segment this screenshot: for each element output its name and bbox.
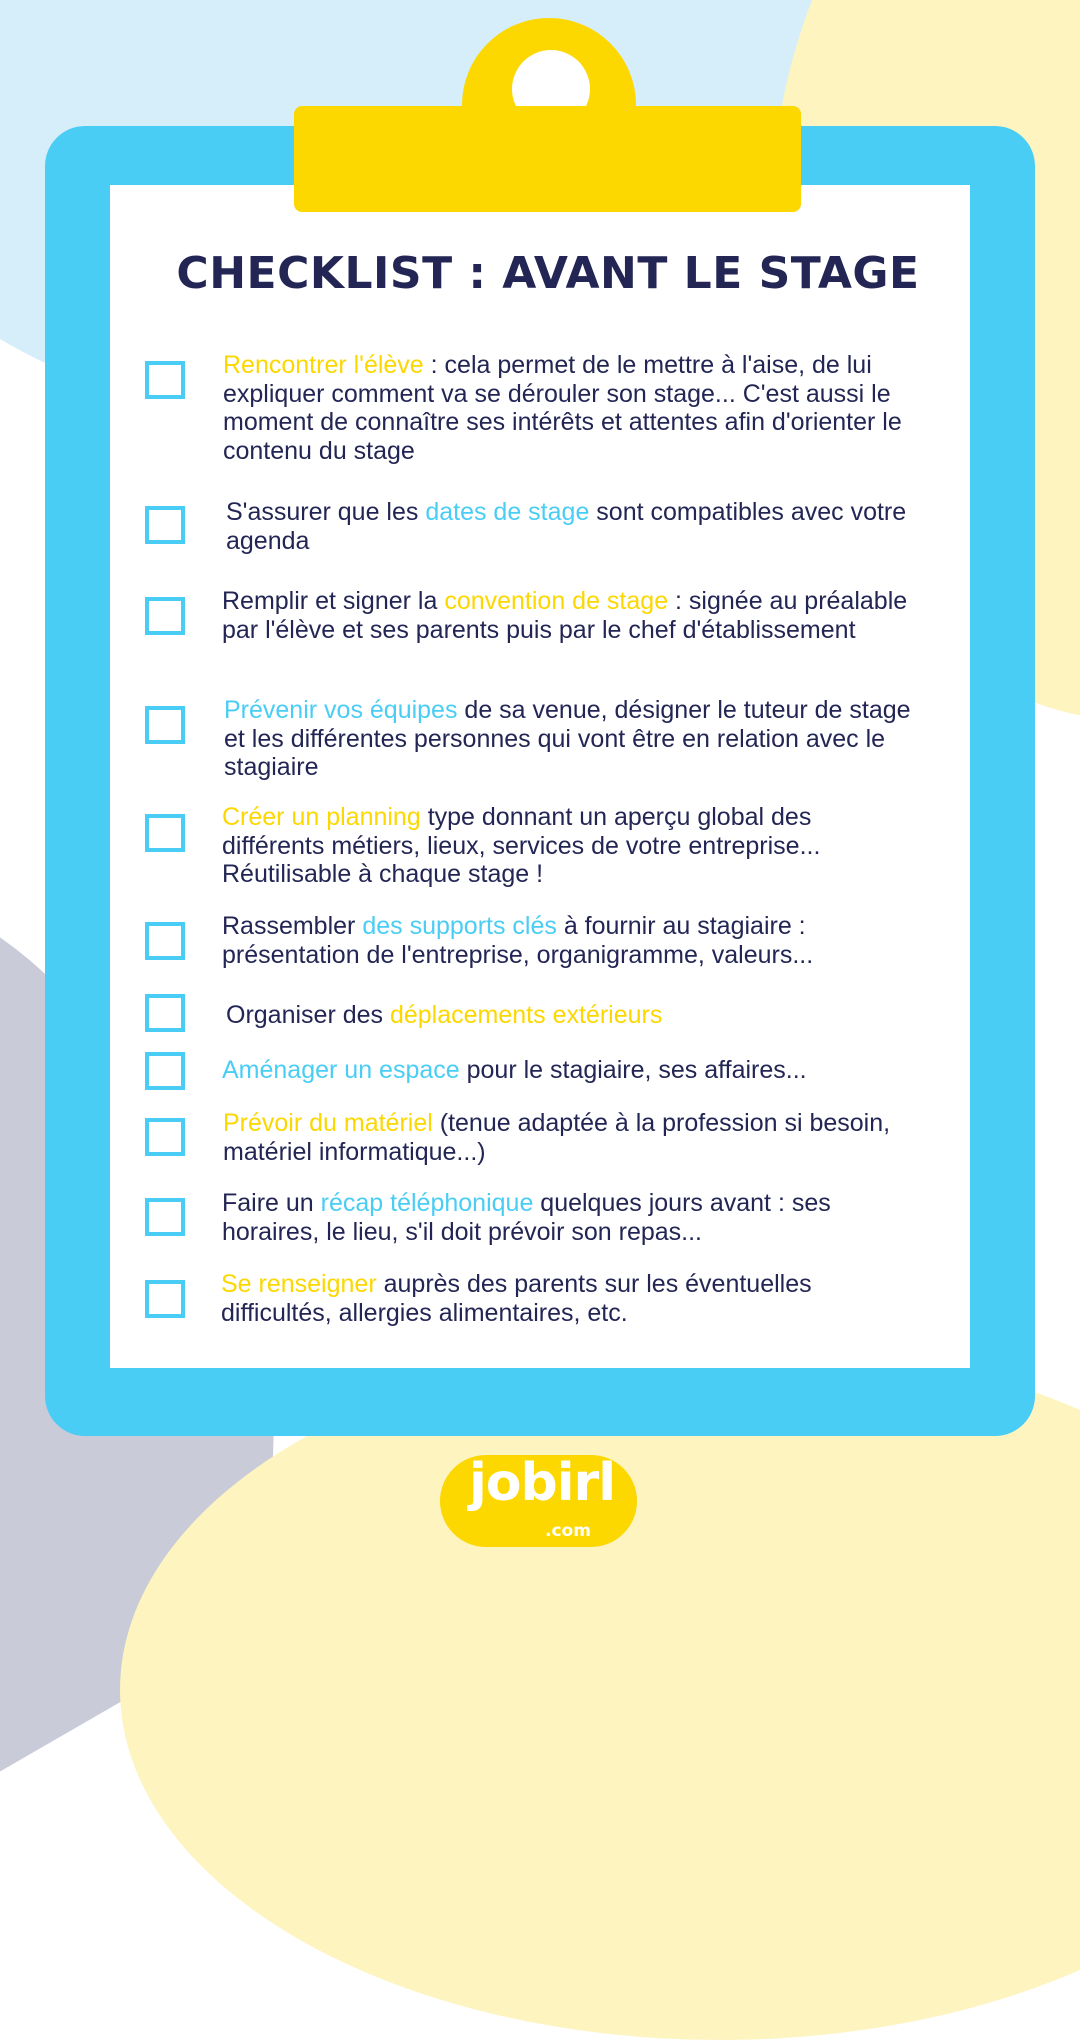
item-text: de sa venue, désigner le tuteur de stage et les différentes personnes qui vont être en relation avec le stagiaire [224,696,911,781]
item-highlight: des supports clés [362,912,557,940]
item-text: sont compatibles avec votre agenda [226,498,907,555]
checklist-item-recap-telephonique [222,1189,912,1246]
item-text: (tenue adaptée à la profession si besoin, matériel informatique...) [223,1109,891,1166]
checkbox-rencontrer-eleve[interactable] [145,361,185,399]
item-text: : cela permet de le mettre à l'aise, de lui expliquer comment va se dérouler son stage... C'est aussi le moment de connaître ses intérêts et attentes afin d'orienter le contenu du stage [223,351,902,465]
item-highlight: Prévenir vos équipes [224,696,458,724]
checkbox-recap-telephonique[interactable] [145,1198,185,1236]
item-highlight: Rencontrer l'élève [223,351,424,379]
checklist-item-dates-de-stage [226,498,916,555]
checkbox-dates-de-stage[interactable] [145,506,185,544]
checkbox-prevoir-materiel[interactable] [145,1118,185,1156]
item-text: auprès des parents sur les éventuelles difficultés, allergies alimentaires, etc. [221,1270,812,1327]
item-text-before: S'assurer que les [226,498,426,526]
checklist-item-creer-planning [222,803,912,889]
checklist-item-rencontrer-eleve [223,351,913,465]
item-text-before: Remplir et signer la [222,587,445,615]
checkbox-supports-cles[interactable] [145,922,185,960]
checkbox-creer-planning[interactable] [145,814,185,852]
item-text-before: Organiser des [226,1001,390,1029]
checklist-item-prevoir-materiel [223,1109,913,1166]
item-highlight: dates de stage [425,498,590,526]
item-text: : signée au préalable par l'élève et ses parents puis par le chef d'établissement [222,587,908,644]
page-title: CHECKLIST : AVANT LE STAGE [176,248,920,299]
checkbox-convention-de-stage[interactable] [145,597,185,635]
item-text: pour le stagiaire, ses affaires... [459,1056,807,1084]
item-text-before: Faire un [222,1189,321,1217]
checkbox-amenager-espace[interactable] [145,1052,185,1090]
item-highlight: convention de stage [444,587,669,615]
checkbox-se-renseigner[interactable] [145,1280,185,1318]
checklist-item-convention-de-stage [222,587,912,644]
checklist-item-prevenir-equipes [224,696,914,782]
checklist-item-supports-cles [222,912,912,969]
item-text-before: Rassembler [222,912,363,940]
clipboard-clip-base [294,106,801,212]
jobirl-logo-word: jobirl [468,1453,616,1513]
checklist-item-se-renseigner [221,1270,911,1327]
item-highlight: récap téléphonique [320,1189,534,1217]
checkbox-deplacements-exterieurs[interactable] [145,994,185,1032]
checkbox-prevenir-equipes[interactable] [145,706,185,744]
item-highlight: Créer un planning [222,803,421,831]
item-text: type donnant un aperçu global des différents métiers, lieux, services de votre entreprise... Réutilisable à chaque stage ! [222,803,821,888]
item-highlight: Aménager un espace [222,1056,460,1084]
item-highlight: déplacements extérieurs [389,1001,663,1029]
item-text: quelques jours avant : ses horaires, le lieu, s'il doit prévoir son repas... [222,1189,831,1246]
item-highlight: Se renseigner [221,1270,377,1298]
item-text: à fournir au stagiaire : présentation de l'entreprise, organigramme, valeurs... [222,912,814,969]
checklist-item-amenager-espace [222,1056,912,1085]
checklist-item-deplacements-exterieurs [226,1001,916,1030]
item-highlight: Prévoir du matériel [223,1109,433,1137]
jobirl-logo-suffix: .com [545,1521,591,1541]
